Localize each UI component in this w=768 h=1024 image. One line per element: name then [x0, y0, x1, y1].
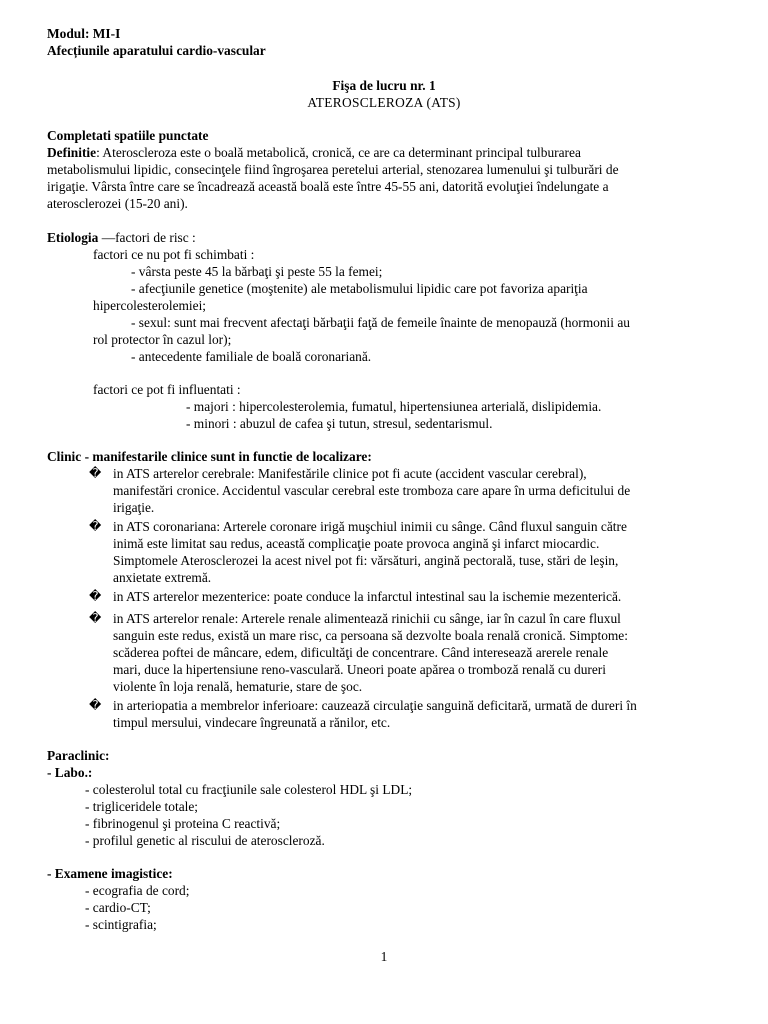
fixed-factor-genetic-cont: hipercolesterolemiei;: [93, 298, 207, 313]
clinic-cerebral-line-1: in ATS arterelor cerebrale: Manifestările clinice pot fi acute (accident vascular cerebral),: [113, 466, 587, 481]
subject-label: Afecțiunile aparatului cardio-vascular: [47, 43, 266, 58]
definition-line-1: [47, 144, 581, 161]
etiology-line: [47, 229, 196, 246]
imaging-item: - cardio-CT;: [85, 900, 151, 915]
fixed-factors-title: factori ce nu pot fi schimbati :: [93, 247, 255, 262]
definition-text-1: : Ateroscleroza este o boală metabolică, cronică, ce are ca determinant principal tulburarea: [96, 145, 581, 160]
clinic-coronary-line-3: Simptomele Aterosclerozei la acest nivel pot fi: vărsături, angină pectorală, tuse, stări de leşin,: [113, 553, 619, 568]
clinic-cerebral-line-2: manifestări cronice. Accidentul vascular cerebral este tromboza care apare în urma deficitului de: [113, 483, 631, 498]
bullet-icon: �: [89, 698, 102, 712]
definition-line-3: irigaţie. Vârsta între care se încadrează această boală este între 45-55 ani, datorită evoluţiei îndelungate a: [47, 179, 609, 194]
labo-title: - Labo.:: [47, 765, 93, 780]
instruction: Completati spatiile punctate: [47, 128, 209, 143]
clinic-renal-line-5: violente în loja renală, hematurie, stare de şoc.: [113, 679, 363, 694]
labo-item: - profilul genetic al riscului de ateroscleroză.: [85, 833, 325, 848]
clinic-coronary-line-4: anxietate extremă.: [113, 570, 212, 585]
clinic-coronary-line-1: in ATS coronariana: Arterele coronare irigă muşchiul inimii cu sânge. Când fluxul sanguin către: [113, 519, 627, 534]
modifiable-minor: - minori : abuzul de cafea şi tutun, stresul, sedentarismul.: [186, 416, 493, 431]
definition-label: Definitie: [47, 145, 97, 160]
topic-title: ATEROSCLEROZA (ATS): [307, 95, 461, 110]
clinic-renal-line-2: sanguin este redus, există un mare risc, ca persoana să dezvolte boala renală cronică. Simptome:: [113, 628, 628, 643]
bullet-icon: �: [89, 611, 102, 625]
etiology-label: Etiologia: [47, 230, 99, 245]
clinic-renal-line-1: in ATS arterelor renale: Arterele renale alimentează rinichii cu sânge, iar în cazul în care fluxul: [113, 611, 621, 626]
clinic-coronary-line-2: inimă este limitat sau redus, această complicaţie poate provoca angină şi infarct miocardic.: [113, 536, 600, 551]
fixed-factor-sex-cont: rol protector în cazul lor);: [93, 332, 232, 347]
clinic-renal-line-4: mari, duce la hipertensiune reno-vasculară. Uneori poate apărea o tromboză renală cu dureri: [113, 662, 606, 677]
definition-line-2: metabolismului lipidic, consecinţele fiind îngroşarea peretelui arterial, stenozarea lumenului şi tulburări de: [47, 162, 619, 177]
clinic-mesenteric-line-1: in ATS arterelor mezenterice: poate conduce la infarctul intestinal sau la ischemie mezenterică.: [113, 589, 622, 604]
labo-item: - colesterolul total cu fracţiunile sale colesterol HDL şi LDL;: [85, 782, 413, 797]
etiology-rest: —factori de risc :: [98, 230, 196, 245]
bullet-icon: �: [89, 519, 102, 533]
fixed-factor-family: - antecedente familiale de boală coronariană.: [131, 349, 372, 364]
fixed-factor-sex: - sexul: sunt mai frecvent afectaţi bărbaţii faţă de femeile înainte de menopauză (hormonii au: [131, 315, 630, 330]
labo-item: - trigliceridele totale;: [85, 799, 199, 814]
imaging-item: - ecografia de cord;: [85, 883, 190, 898]
fixed-factor-age: - vârsta peste 45 la bărbaţi şi peste 55 la femei;: [131, 264, 383, 279]
modifiable-factors-title: factori ce pot fi influentati :: [93, 382, 241, 397]
definition-line-4: aterosclerozei (15-20 ani).: [47, 196, 188, 211]
modifiable-major: - majori : hipercolesterolemia, fumatul, hipertensiunea arterială, dislipidemia.: [186, 399, 602, 414]
module-label: Modul: MI-I: [47, 26, 121, 41]
fixed-factor-genetic: - afecţiunile genetice (moştenite) ale metabolismului lipidic care pot favoriza apariţia: [131, 281, 588, 296]
clinic-limbs-line-2: timpul mersului, vindecare îngreunată a rănilor, etc.: [113, 715, 391, 730]
labo-item: - fibrinogenul şi proteina C reactivă;: [85, 816, 281, 831]
bullet-icon: �: [89, 466, 102, 480]
imaging-item: - scintigrafia;: [85, 917, 157, 932]
imaging-title: - Examene imagistice:: [47, 866, 173, 881]
clinic-title: Clinic - manifestarile clinice sunt in functie de localizare:: [47, 449, 372, 464]
paraclinic-title: Paraclinic:: [47, 748, 110, 763]
worksheet-title: Fişa de lucru nr. 1: [332, 78, 436, 93]
page-number: 1: [380, 949, 388, 964]
clinic-renal-line-3: scăderea poftei de mâncare, edem, dificultăţi de concentrare. Când interesează arerele renale: [113, 645, 609, 660]
clinic-limbs-line-1: in arteriopatia a membrelor inferioare: cauzează circulaţie sanguină deficitară, urmată de dureri în: [113, 698, 637, 713]
clinic-cerebral-line-3: irigaţie.: [113, 500, 155, 515]
bullet-icon: �: [89, 589, 102, 603]
